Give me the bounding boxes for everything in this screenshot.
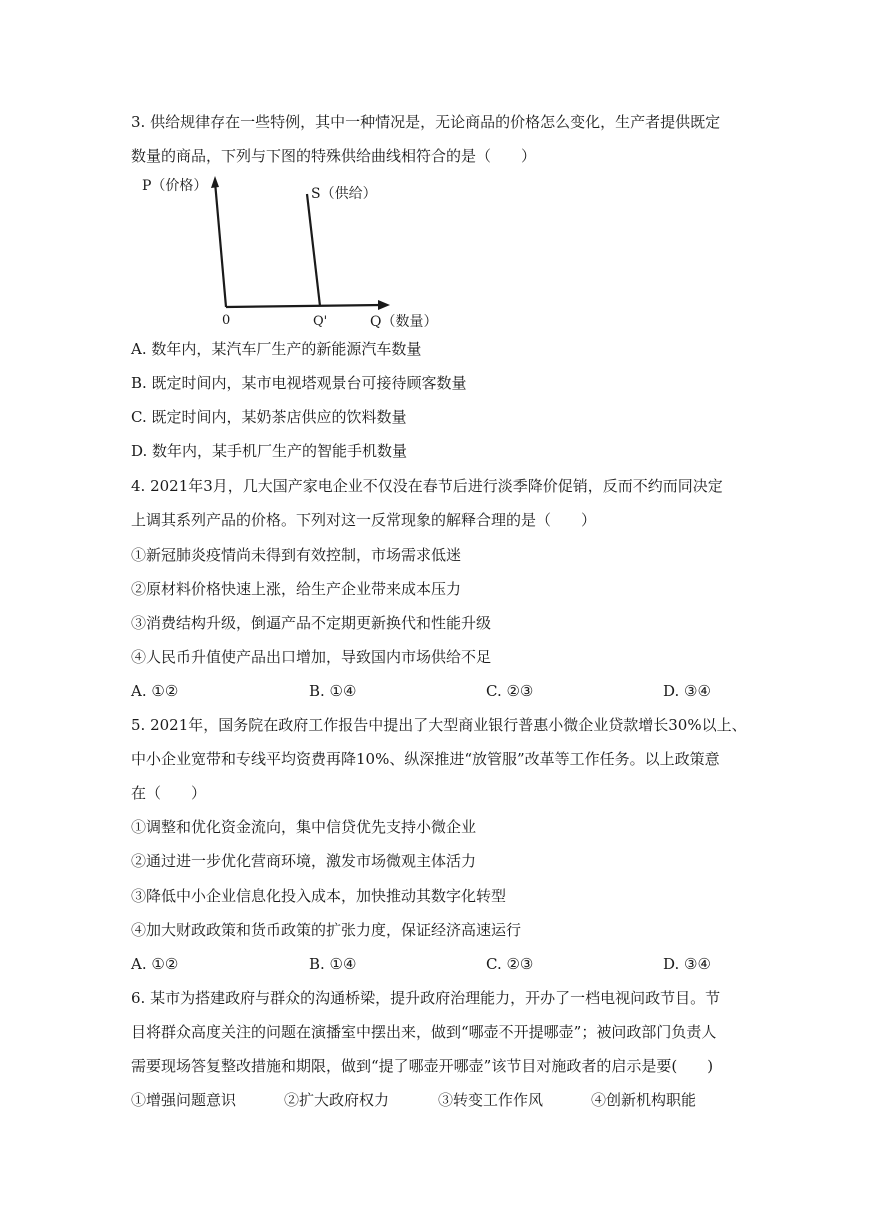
supply-curve-graph: [138, 172, 458, 334]
q-star-label: Q': [313, 314, 328, 329]
q5-item-3: ③降低中小企业信息化投入成本，加快推动其数字化转型: [131, 887, 507, 905]
q3-option-a: A. 数年内，某汽车厂生产的新能源汽车数量: [131, 340, 422, 358]
q3-stem-line-2: 数量的商品，下列与下图的特殊供给曲线相符合的是（ ）: [131, 147, 537, 165]
q5-choice-c: C. ②③: [486, 955, 534, 973]
q6-stem-line-1: 6. 某市为搭建政府与群众的沟通桥梁，提升政府治理能力，开办了一档电视问政节目。节: [131, 989, 721, 1007]
q5-choice-a: A. ①②: [131, 955, 179, 973]
q6-item-1: ①增强问题意识: [131, 1091, 237, 1109]
q5-stem-line-2: 中小企业宽带和专线平均资费再降10%、纵深推进“放管服”改革等工作任务。以上政策意: [131, 750, 720, 768]
q5-choice-d: D. ③④: [663, 955, 711, 973]
x-axis-arrow: [378, 300, 390, 310]
q6-item-2: ②扩大政府权力: [284, 1091, 390, 1109]
x-axis-label: Q（数量）: [370, 314, 438, 330]
q6-item-3: ③转变工作作风: [438, 1091, 544, 1109]
q3-stem-line-1: 3. 供给规律存在一些特例，其中一种情况是，无论商品的价格怎么变化，生产者提供既定: [131, 113, 721, 131]
q5-item-1: ①调整和优化资金流向，集中信贷优先支持小微企业: [131, 818, 477, 836]
q3-option-c: C. 既定时间内，某奶茶店供应的饮料数量: [131, 408, 407, 426]
q6-item-4: ④创新机构职能: [591, 1091, 697, 1109]
q6-stem-line-3: 需要现场答复整改措施和期限，做到“提了哪壶开哪壶”该节目对施政者的启示是要( ): [131, 1057, 714, 1075]
q4-item-1: ①新冠肺炎疫情尚未得到有效控制，市场需求低迷: [131, 546, 462, 564]
q5-stem-line-1: 5. 2021年，国务院在政府工作报告中提出了大型商业银行普惠小微企业贷款增长30%以上、: [131, 716, 747, 734]
y-axis-label: P（价格）: [142, 178, 208, 194]
q6-stem-line-2: 目将群众高度关注的问题在演播室中摆出来，做到“哪壶不开提哪壶”；被问政部门负责人: [131, 1023, 717, 1041]
q4-item-2: ②原材料价格快速上涨，给生产企业带来成本压力: [131, 580, 462, 598]
x-axis: [226, 305, 382, 307]
origin-label: 0: [222, 313, 231, 328]
q3-option-d: D. 数年内，某手机厂生产的智能手机数量: [131, 442, 408, 460]
q5-item-4: ④加大财政政策和货币政策的扩张力度，保证经济高速运行: [131, 921, 522, 939]
q3-option-b: B. 既定时间内，某市电视塔观景台可接待顾客数量: [131, 374, 467, 392]
y-axis-arrow: [211, 176, 219, 188]
q4-choice-a: A. ①②: [131, 682, 179, 700]
q5-stem-line-3: 在（ ）: [131, 784, 207, 802]
q4-choice-c: C. ②③: [486, 682, 534, 700]
q4-item-3: ③消费结构升级，倒逼产品不定期更新换代和性能升级: [131, 614, 492, 632]
y-axis: [215, 182, 226, 307]
q4-stem-line-1: 4. 2021年3月，几大国产家电企业不仅没在春节后进行淡季降价促销，反而不约而同决定: [131, 477, 723, 495]
q5-item-2: ②通过进一步优化营商环境，激发市场微观主体活力: [131, 852, 477, 870]
q4-stem-line-2: 上调其系列产品的价格。下列对这一反常现象的解释合理的是（ ）: [131, 511, 597, 529]
q5-choice-b: B. ①④: [309, 955, 357, 973]
q4-item-4: ④人民币升值使产品出口增加，导致国内市场供给不足: [131, 648, 492, 666]
q4-choice-b: B. ①④: [309, 682, 357, 700]
q4-choice-d: D. ③④: [663, 682, 711, 700]
supply-curve-line: [307, 194, 320, 306]
curve-label: S（供给）: [311, 186, 377, 202]
